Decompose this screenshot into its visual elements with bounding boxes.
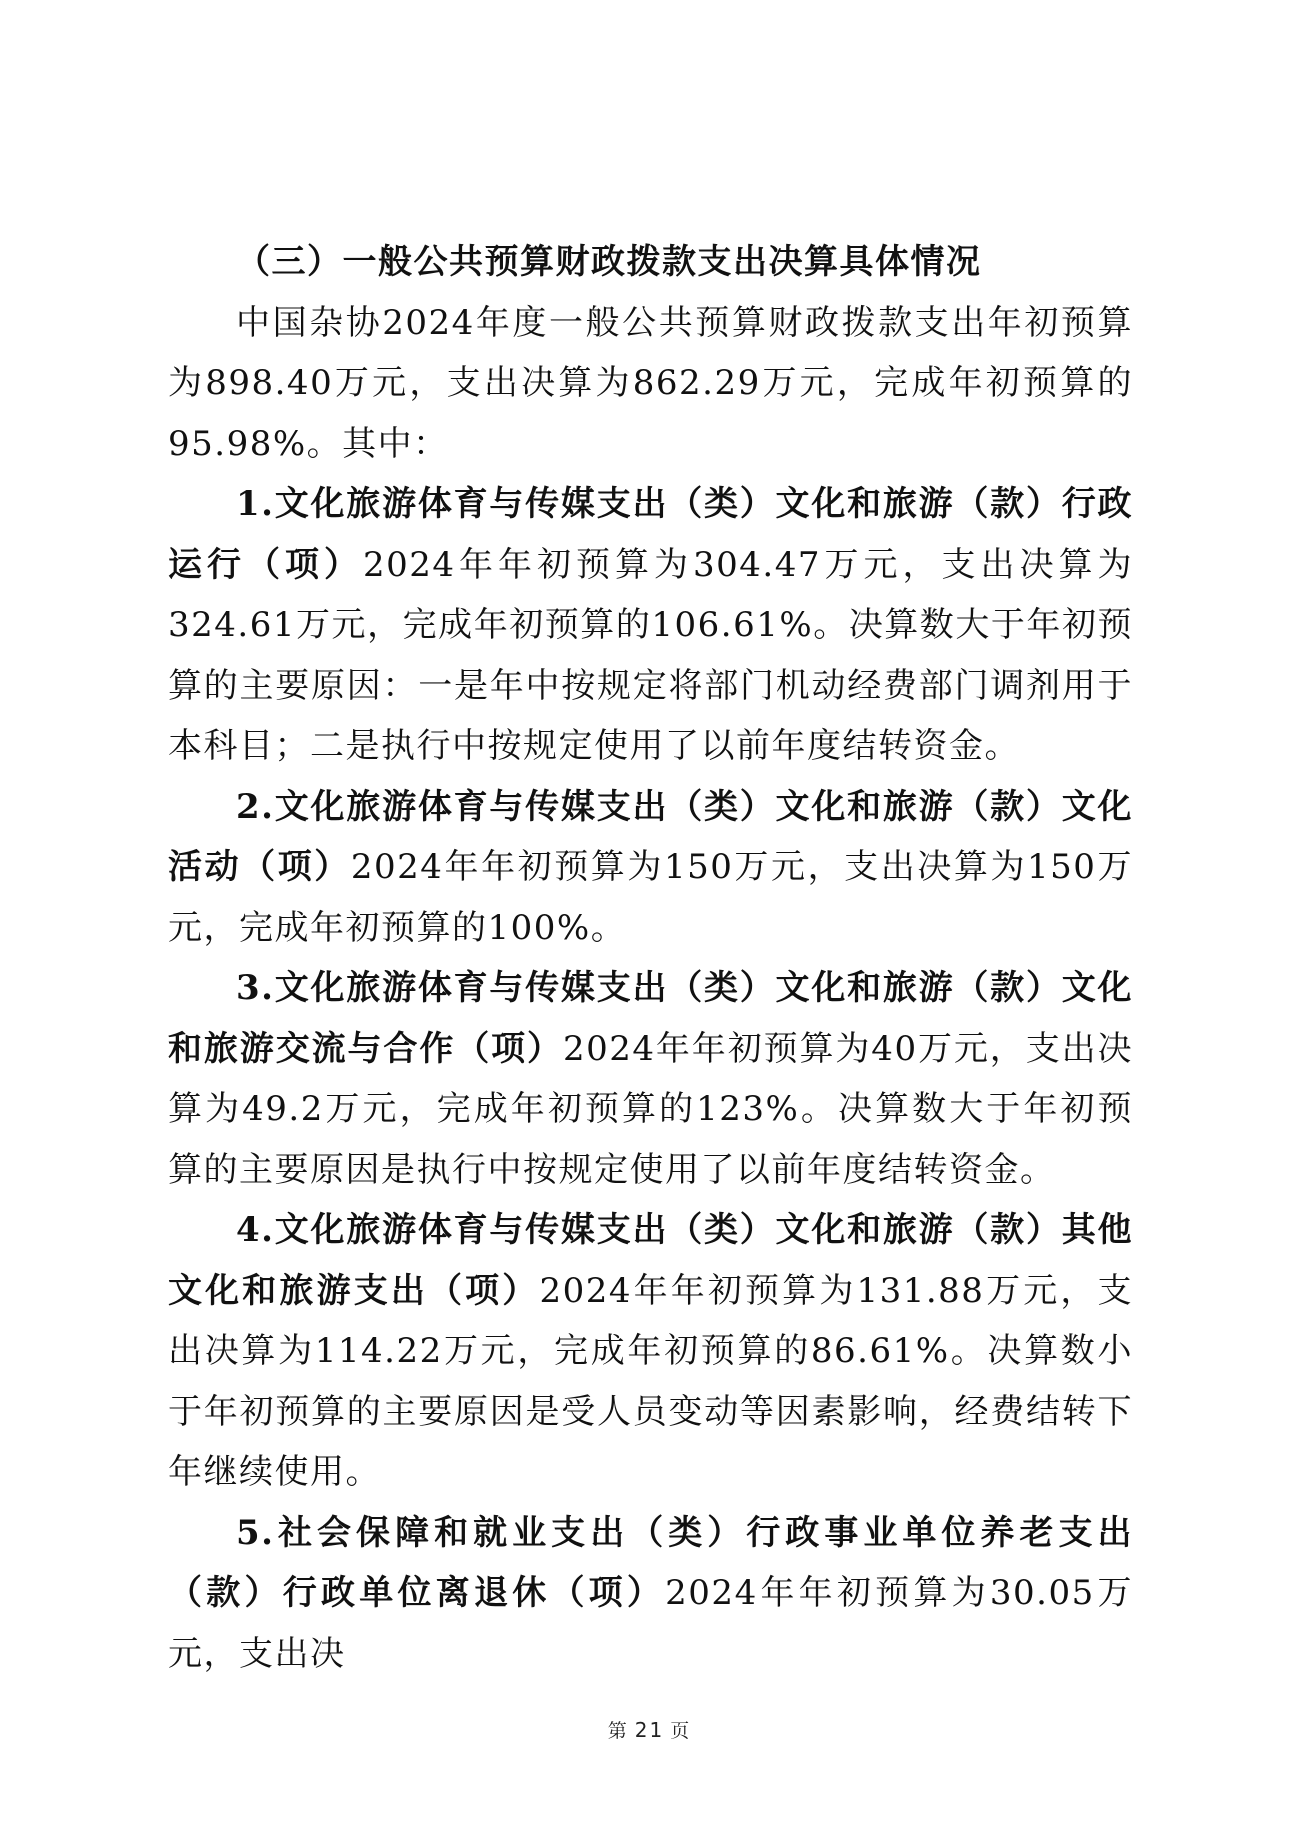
item-paragraph-2 xyxy=(168,777,1133,959)
item-paragraph-3 xyxy=(168,958,1133,1200)
item-paragraph-5 xyxy=(168,1503,1133,1685)
item-title-3: 3.文化旅游体育与传媒支出（类）文化和旅游（款）文化和旅游交流与合作（项） xyxy=(168,968,1133,1069)
footer-suffix: 页 xyxy=(670,1720,692,1742)
item-body-2: 2024年年初预算为150万元，支出决算为150万元，完成年初预算的100%。 xyxy=(168,847,1133,948)
item-title-1: 1.文化旅游体育与传媒支出（类）文化和旅游（款）行政运行（项） xyxy=(168,484,1133,585)
page-number: 21 xyxy=(634,1718,665,1742)
item-title-5: 5.社会保障和就业支出（类）行政事业单位养老支出（款）行政单位离退休（项） xyxy=(168,1512,1133,1613)
item-title-2: 2.文化旅游体育与传媒支出（类）文化和旅游（款）文化活动（项） xyxy=(168,786,1133,887)
document-body xyxy=(168,232,1133,1684)
item-paragraph-4 xyxy=(168,1200,1133,1503)
item-body-5: 2024年年初预算为30.05万元，支出决 xyxy=(168,1573,1133,1674)
page-footer xyxy=(0,1716,1299,1743)
item-title-4: 4.文化旅游体育与传媒支出（类）文化和旅游（款）其他文化和旅游支出（项） xyxy=(168,1210,1133,1311)
item-paragraph-1 xyxy=(168,474,1133,777)
item-body-1: 2024年年初预算为304.47万元，支出决算为324.61万元，完成年初预算的106.61%。决算数大于年初预算的主要原因：一是年中按规定将部门机动经费部门调剂用于本科目；二是执行中按规定使用了以前年度结转资金。 xyxy=(168,544,1133,766)
section-heading: （三）一般公共预算财政拨款支出决算具体情况 xyxy=(236,242,982,282)
intro-paragraph: 中国杂协2024年度一般公共预算财政拨款支出年初预算为898.40万元，支出决算为862.29万元，完成年初预算的95.98%。其中： xyxy=(168,302,1133,464)
item-body-4: 2024年年初预算为131.88万元，支出决算为114.22万元，完成年初预算的86.61%。决算数小于年初预算的主要原因是受人员变动等因素影响，经费结转下年继续使用。 xyxy=(168,1270,1134,1492)
item-body-3: 2024年年初预算为40万元，支出决算为49.2万元，完成年初预算的123%。决算数大于年初预算的主要原因是执行中按规定使用了以前年度结转资金。 xyxy=(168,1028,1133,1190)
footer-prefix: 第 xyxy=(607,1720,629,1742)
